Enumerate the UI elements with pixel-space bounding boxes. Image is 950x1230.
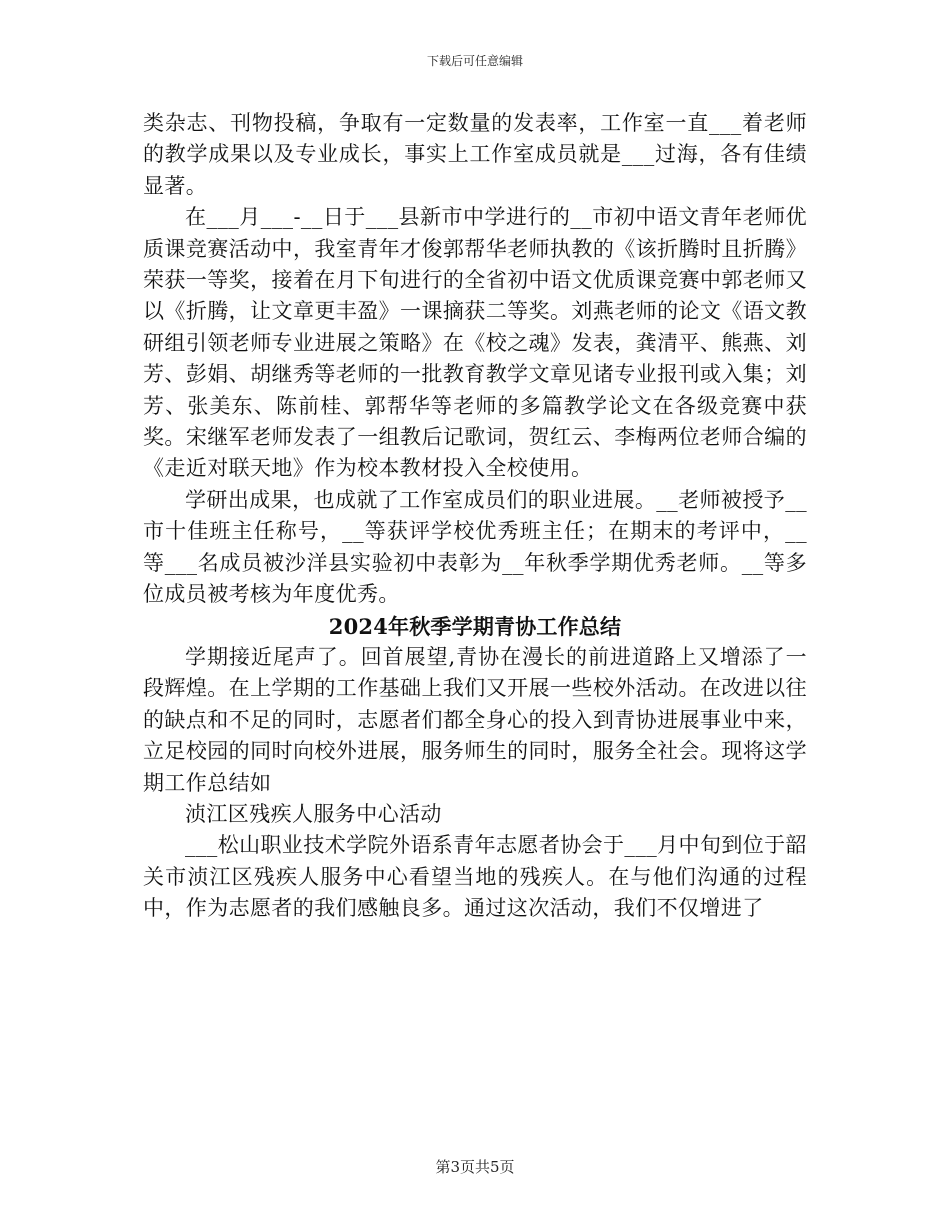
subheading-activity: 浈江区残疾人服务中心活动 [185, 801, 442, 826]
page-number: 第3页共5页 [435, 1158, 515, 1176]
document-body [143, 108, 807, 925]
paragraph-achievements: 学研出成果，也成就了工作室成员们的职业进展。__老师被授予__市十佳班主任称号，__等获评学校优秀班主任；在期末的考评中，__等___名成员被沙洋县实验初中表彰为__年秋季学期优秀老师。__等多位成员被考核为年度优秀。 [143, 487, 807, 607]
paragraph-continuation: 类杂志、刊物投稿，争取有一定数量的发表率，工作室一直___着老师的教学成果以及专业成长，事实上工作室成员就是___过海，各有佳绩显著。 [143, 111, 807, 198]
paragraph-intro: 学期接近尾声了。回首展望,青协在漫长的前进道路上又增添了一段辉煌。在上学期的工作基础上我们又开展一些校外活动。在改进以往的缺点和不足的同时，志愿者们都全身心的投入到青协进展事业中来，立足校园的同时向校外进展，服务师生的同时，服务全社会。现将这学期工作总结如 [143, 644, 807, 795]
paragraph-activity: ___松山职业技术学院外语系青年志愿者协会于___月中旬到位于韶关市浈江区残疾人服务中心看望当地的残疾人。在与他们沟通的过程中，作为志愿者的我们感触良多。通过这次活动，我们不仅增进了 [143, 833, 807, 921]
section-title: 2024年秋季学期青协工作总结 [328, 613, 622, 639]
paragraph-awards: 在___月___-__日于___县新市中学进行的__市初中语文青年老师优质课竞赛活动中，我室青年才俊郭帮华老师执教的《该折腾时且折腾》荣获一等奖，接着在月下旬进行的全省初中语文优质课竞赛中郭老师又以《折腾，让文章更丰盈》一课摘获二等奖。刘燕老师的论文《语文教研组引领老师专业进展之策略》在《校之魂》发表，龚清平、熊燕、刘芳、彭娟、胡继秀等老师的一批教育教学文章见诸专业报刊或入集；刘芳、张美东、陈前桂、郭帮华等老师的多篇教学论文在各级竞赛中获奖。宋继军老师发表了一组教后记歌词，贺红云、李梅两位老师合编的《走近对联天地》作为校本教材投入全校使用。 [143, 205, 807, 481]
page-header: 下载后可任意编辑 [426, 54, 523, 68]
